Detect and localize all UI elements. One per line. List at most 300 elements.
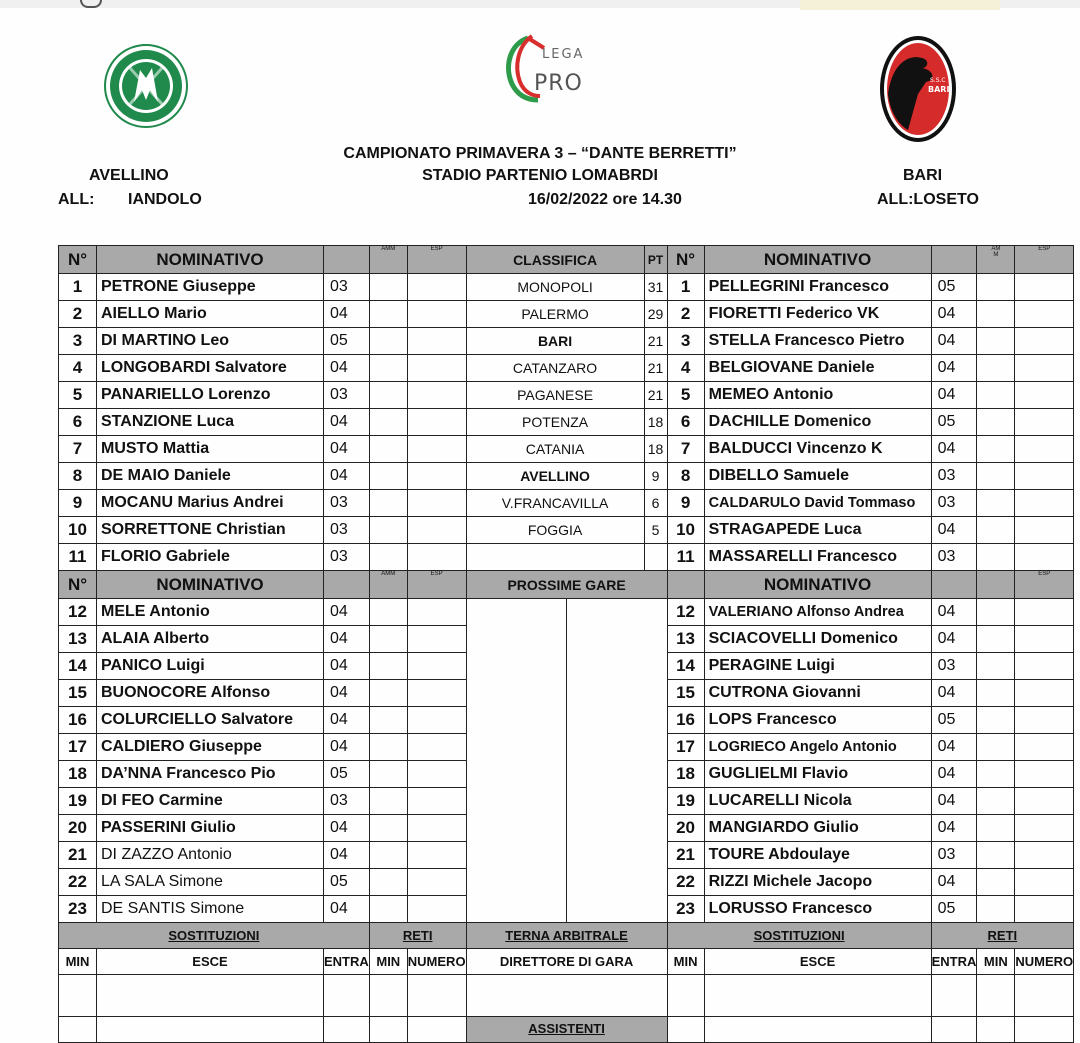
- away-player-number: 8: [667, 463, 704, 490]
- away-player-code: 04: [931, 788, 977, 815]
- home-player-code: 04: [324, 463, 370, 490]
- away-amm-cell: [977, 788, 1015, 815]
- home-esp-cell: [407, 355, 466, 382]
- away-player-name: BELGIOVANE Daniele: [704, 355, 931, 382]
- home-player-name: PANARIELLO Lorenzo: [97, 382, 324, 409]
- away-amm-cell: [977, 328, 1015, 355]
- standings-team: BARI: [466, 328, 644, 355]
- home-amm-cell: [369, 409, 407, 436]
- home-esp-cell: [407, 896, 466, 923]
- standings-points: 31: [644, 274, 667, 301]
- home-player-number: 9: [59, 490, 97, 517]
- home-amm-cell: [369, 788, 407, 815]
- away-player-code: 04: [931, 869, 977, 896]
- pt-header: PT: [644, 246, 667, 274]
- away-player-number: 21: [667, 842, 704, 869]
- away-player-name: DIBELLO Samuele: [704, 463, 931, 490]
- home-entra-label: ENTRA: [324, 949, 370, 975]
- away-bottom-empty: [977, 1017, 1015, 1043]
- away-esp-cell: [1015, 301, 1074, 328]
- away-player-code: 03: [931, 544, 977, 571]
- away-reserve-nominativo-header: NOMINATIVO: [704, 571, 931, 599]
- home-bottom-empty: [407, 1017, 466, 1043]
- home-esp-cell: [407, 274, 466, 301]
- home-esp-cell: [407, 463, 466, 490]
- away-player-number: 17: [667, 734, 704, 761]
- home-player-number: 2: [59, 301, 97, 328]
- standings-points: 29: [644, 301, 667, 328]
- home-player-number: 17: [59, 734, 97, 761]
- prossime-gare-right: [566, 599, 667, 923]
- home-player-name: FLORIO Gabriele: [97, 544, 324, 571]
- away-amm-cell: [977, 436, 1015, 463]
- home-min-label: MIN: [59, 949, 97, 975]
- away-entra-label: ENTRA: [931, 949, 977, 975]
- away-code-header: [931, 246, 977, 274]
- home-esp-cell: [407, 490, 466, 517]
- home-amm-cell: [369, 517, 407, 544]
- standings-empty: [466, 544, 644, 571]
- home-num-header: N°: [59, 246, 97, 274]
- away-amm-cell: [977, 653, 1015, 680]
- home-player-number: 18: [59, 761, 97, 788]
- standings-team: POTENZA: [466, 409, 644, 436]
- competition-title: CAMPIONATO PRIMAVERA 3 – “DANTE BERRETTI”: [343, 145, 737, 162]
- table-row: [59, 274, 1074, 301]
- away-amm-cell: [977, 274, 1015, 301]
- away-amm-cell: [977, 301, 1015, 328]
- away-reti-numero-label: NUMERO: [1015, 949, 1074, 975]
- home-player-number: 16: [59, 707, 97, 734]
- away-player-number: 6: [667, 409, 704, 436]
- away-player-code: 04: [931, 328, 977, 355]
- home-player-code: 04: [324, 815, 370, 842]
- home-esp-cell: [407, 544, 466, 571]
- home-player-name: SORRETTONE Christian: [97, 517, 324, 544]
- home-player-name: DI ZAZZO Antonio: [97, 842, 324, 869]
- away-player-number: 9: [667, 490, 704, 517]
- home-amm-cell: [369, 328, 407, 355]
- home-amm-cell: [369, 355, 407, 382]
- direttore-label: DIRETTORE DI GARA: [466, 949, 667, 975]
- away-reserve-esp-header: ESP: [1015, 571, 1074, 599]
- standings-team: CATANIA: [466, 436, 644, 463]
- table-row: [59, 246, 1074, 274]
- standings-points: 9: [644, 463, 667, 490]
- away-player-number: 22: [667, 869, 704, 896]
- away-team-name: BARI: [903, 167, 943, 184]
- standings-team: PAGANESE: [466, 382, 644, 409]
- home-player-name: DI MARTINO Leo: [97, 328, 324, 355]
- pro-logo-word: PRO: [534, 71, 583, 96]
- away-player-number: 20: [667, 815, 704, 842]
- home-player-number: 3: [59, 328, 97, 355]
- away-esp-cell: [1015, 517, 1074, 544]
- home-player-code: 04: [324, 301, 370, 328]
- home-esp-cell: [407, 301, 466, 328]
- away-esp-cell: [1015, 761, 1074, 788]
- table-row: [59, 490, 1074, 517]
- away-bottom-empty: [931, 975, 977, 1017]
- home-amm-cell: [369, 842, 407, 869]
- away-player-name: GUGLIELMI Flavio: [704, 761, 931, 788]
- away-amm-cell: [977, 761, 1015, 788]
- top-bar: [800, 0, 1000, 10]
- home-amm-cell: [369, 761, 407, 788]
- away-esp-cell: [1015, 734, 1074, 761]
- away-player-code: 04: [931, 382, 977, 409]
- standings-points: 21: [644, 328, 667, 355]
- home-player-number: 8: [59, 463, 97, 490]
- away-player-name: MASSARELLI Francesco: [704, 544, 931, 571]
- standings-points: 6: [644, 490, 667, 517]
- home-player-code: 03: [324, 544, 370, 571]
- away-player-name: CUTRONA Giovanni: [704, 680, 931, 707]
- away-player-number: 3: [667, 328, 704, 355]
- home-amm-cell: [369, 626, 407, 653]
- home-team-name: AVELLINO: [89, 167, 169, 184]
- away-player-code: 04: [931, 815, 977, 842]
- home-esp-cell: [407, 869, 466, 896]
- home-player-number: 14: [59, 653, 97, 680]
- home-player-name: MELE Antonio: [97, 599, 324, 626]
- table-row: [59, 517, 1074, 544]
- away-player-name: RIZZI Michele Jacopo: [704, 869, 931, 896]
- home-esp-cell: [407, 626, 466, 653]
- away-player-number: 12: [667, 599, 704, 626]
- standings-team: V.FRANCAVILLA: [466, 490, 644, 517]
- away-player-name: STELLA Francesco Pietro: [704, 328, 931, 355]
- standings-team: MONOPOLI: [466, 274, 644, 301]
- lega-logo-word: LEGA: [542, 47, 585, 62]
- away-player-code: 04: [931, 599, 977, 626]
- home-player-code: 04: [324, 599, 370, 626]
- home-amm-cell: [369, 599, 407, 626]
- table-row: [59, 301, 1074, 328]
- away-bottom-empty: [667, 1017, 704, 1043]
- prossime-gare-left: [466, 599, 566, 923]
- home-player-code: 04: [324, 409, 370, 436]
- home-player-name: COLURCIELLO Salvatore: [97, 707, 324, 734]
- home-amm-cell: [369, 382, 407, 409]
- away-esp-cell: [1015, 436, 1074, 463]
- away-amm-cell: [977, 544, 1015, 571]
- standings-points: 18: [644, 436, 667, 463]
- standings-team: CATANZARO: [466, 355, 644, 382]
- away-player-number: 13: [667, 626, 704, 653]
- assistenti-header: ASSISTENTI: [466, 1017, 667, 1043]
- away-esp-cell: [1015, 274, 1074, 301]
- standings-team: PALERMO: [466, 301, 644, 328]
- home-esp-cell: [407, 517, 466, 544]
- home-sostituzioni-header: SOSTITUZIONI: [59, 923, 370, 949]
- away-player-name: BALDUCCI Vincenzo K: [704, 436, 931, 463]
- home-reserve-num-header: N°: [59, 571, 97, 599]
- home-player-code: 05: [324, 328, 370, 355]
- home-player-name: DA’NNA Francesco Pio: [97, 761, 324, 788]
- home-player-code: 04: [324, 436, 370, 463]
- home-bottom-empty: [407, 975, 466, 1017]
- standings-points: 21: [644, 355, 667, 382]
- home-amm-cell: [369, 896, 407, 923]
- table-row: [59, 355, 1074, 382]
- away-player-number: 7: [667, 436, 704, 463]
- away-amm-cell: [977, 707, 1015, 734]
- away-player-name: CALDARULO David Tommaso: [704, 490, 931, 517]
- bari-logo-icon: [878, 34, 958, 144]
- home-player-name: CALDIERO Giuseppe: [97, 734, 324, 761]
- home-player-code: 05: [324, 761, 370, 788]
- home-amm-cell: [369, 869, 407, 896]
- home-amm-cell: [369, 490, 407, 517]
- home-bottom-empty: [59, 1017, 97, 1043]
- home-player-number: 13: [59, 626, 97, 653]
- away-esp-cell: [1015, 382, 1074, 409]
- home-player-name: LONGOBARDI Salvatore: [97, 355, 324, 382]
- home-amm-cell: [369, 544, 407, 571]
- away-esp-cell: [1015, 409, 1074, 436]
- away-player-code: 04: [931, 301, 977, 328]
- away-reserve-amm-header: [977, 571, 1015, 599]
- table-row: [59, 949, 1074, 975]
- table-row: [59, 544, 1074, 571]
- away-player-code: 03: [931, 653, 977, 680]
- away-num-header: N°: [667, 246, 704, 274]
- home-player-code: 04: [324, 734, 370, 761]
- away-amm-cell: [977, 599, 1015, 626]
- away-amm-cell: [977, 896, 1015, 923]
- table-row: [59, 328, 1074, 355]
- away-player-number: 5: [667, 382, 704, 409]
- table-row: [59, 975, 1074, 1017]
- away-bottom-empty: [667, 975, 704, 1017]
- classifica-header: CLASSIFICA: [466, 246, 644, 274]
- amm-split-top: AM: [991, 246, 1001, 252]
- away-esp-cell: [1015, 653, 1074, 680]
- away-player-code: 04: [931, 355, 977, 382]
- away-player-number: 23: [667, 896, 704, 923]
- home-nominativo-header: NOMINATIVO: [97, 246, 324, 274]
- home-bottom-empty: [369, 1017, 407, 1043]
- home-amm-cell: [369, 707, 407, 734]
- away-player-number: 1: [667, 274, 704, 301]
- away-nominativo-header: NOMINATIVO: [704, 246, 931, 274]
- away-player-name: LOPS Francesco: [704, 707, 931, 734]
- home-esp-cell: [407, 707, 466, 734]
- away-esp-cell: [1015, 896, 1074, 923]
- home-coach-label: ALL:: [58, 191, 95, 208]
- away-player-name: PELLEGRINI Francesco: [704, 274, 931, 301]
- away-amm-header: [977, 246, 1015, 274]
- away-esp-header: ESP: [1015, 246, 1074, 274]
- home-player-code: 03: [324, 788, 370, 815]
- home-reti-header: RETI: [369, 923, 466, 949]
- away-player-number: 14: [667, 653, 704, 680]
- away-player-name: PERAGINE Luigi: [704, 653, 931, 680]
- home-player-name: STANZIONE Luca: [97, 409, 324, 436]
- away-reserve-code-header: [931, 571, 977, 599]
- away-bottom-empty: [1015, 975, 1074, 1017]
- match-datetime: 16/02/2022 ore 14.30: [528, 191, 682, 208]
- home-player-code: 04: [324, 680, 370, 707]
- home-amm-cell: [369, 653, 407, 680]
- away-player-name: SCIACOVELLI Domenico: [704, 626, 931, 653]
- avellino-logo-icon: [104, 44, 188, 128]
- home-player-code: 04: [324, 626, 370, 653]
- table-row: [59, 923, 1074, 949]
- away-amm-cell: [977, 463, 1015, 490]
- table-row: [59, 409, 1074, 436]
- home-player-name: PETRONE Giuseppe: [97, 274, 324, 301]
- home-amm-cell: [369, 680, 407, 707]
- away-esp-cell: [1015, 355, 1074, 382]
- stadium-name: STADIO PARTENIO LOMABRDI: [422, 167, 658, 184]
- home-player-code: 05: [324, 869, 370, 896]
- away-esp-cell: [1015, 707, 1074, 734]
- away-player-code: 03: [931, 490, 977, 517]
- home-player-name: DE SANTIS Simone: [97, 896, 324, 923]
- home-esp-cell: [407, 328, 466, 355]
- home-player-name: DE MAIO Daniele: [97, 463, 324, 490]
- home-player-code: 04: [324, 355, 370, 382]
- away-esp-cell: [1015, 490, 1074, 517]
- home-player-code: 03: [324, 517, 370, 544]
- away-bottom-empty: [704, 1017, 931, 1043]
- home-reti-min-label: MIN: [369, 949, 407, 975]
- standings-points: 21: [644, 382, 667, 409]
- home-player-number: 5: [59, 382, 97, 409]
- home-player-name: PANICO Luigi: [97, 653, 324, 680]
- away-player-code: 05: [931, 274, 977, 301]
- away-amm-cell: [977, 734, 1015, 761]
- table-row: [59, 571, 1074, 599]
- away-esp-cell: [1015, 788, 1074, 815]
- away-player-code: 04: [931, 761, 977, 788]
- home-player-name: AIELLO Mario: [97, 301, 324, 328]
- away-amm-cell: [977, 626, 1015, 653]
- home-player-number: 19: [59, 788, 97, 815]
- away-reserve-num-header: [667, 571, 704, 599]
- home-player-code: 04: [324, 707, 370, 734]
- home-bottom-empty: [324, 975, 370, 1017]
- away-esp-cell: [1015, 842, 1074, 869]
- home-esp-cell: [407, 599, 466, 626]
- home-player-number: 20: [59, 815, 97, 842]
- home-amm-cell: [369, 815, 407, 842]
- bari-logo-ssc: S.S.C: [930, 77, 946, 84]
- home-amm-cell: [369, 301, 407, 328]
- home-esp-cell: [407, 382, 466, 409]
- away-player-number: 11: [667, 544, 704, 571]
- home-coach-name: IANDOLO: [128, 191, 202, 208]
- away-amm-cell: [977, 842, 1015, 869]
- away-esp-cell: [1015, 869, 1074, 896]
- away-esp-cell: [1015, 328, 1074, 355]
- home-player-name: BUONOCORE Alfonso: [97, 680, 324, 707]
- away-player-name: VALERIANO Alfonso Andrea: [704, 599, 931, 626]
- home-bottom-empty: [97, 1017, 324, 1043]
- home-reserve-amm-header: AMM: [369, 571, 407, 599]
- home-reserve-code-header: [324, 571, 370, 599]
- home-reserve-esp-header: ESP: [407, 571, 466, 599]
- home-amm-cell: [369, 463, 407, 490]
- home-player-number: 6: [59, 409, 97, 436]
- lega-pro-logo-icon: [498, 30, 585, 104]
- away-player-code: 04: [931, 734, 977, 761]
- home-amm-cell: [369, 274, 407, 301]
- away-esp-cell: [1015, 626, 1074, 653]
- away-player-number: 4: [667, 355, 704, 382]
- away-player-code: 05: [931, 896, 977, 923]
- table-row: [59, 1017, 1074, 1043]
- away-reti-header: RETI: [931, 923, 1074, 949]
- away-amm-cell: [977, 869, 1015, 896]
- home-player-code: 03: [324, 274, 370, 301]
- away-bottom-empty: [704, 975, 931, 1017]
- home-player-code: 04: [324, 842, 370, 869]
- terna-arbitrale-header: TERNA ARBITRALE: [466, 923, 667, 949]
- home-player-number: 21: [59, 842, 97, 869]
- away-player-code: 03: [931, 842, 977, 869]
- away-bottom-empty: [1015, 1017, 1074, 1043]
- home-reserve-nominativo-header: NOMINATIVO: [97, 571, 324, 599]
- away-amm-cell: [977, 490, 1015, 517]
- away-esp-cell: [1015, 815, 1074, 842]
- home-bottom-empty: [324, 1017, 370, 1043]
- home-amm-cell: [369, 734, 407, 761]
- away-esp-cell: [1015, 463, 1074, 490]
- home-player-code: 04: [324, 653, 370, 680]
- away-player-name: DACHILLE Domenico: [704, 409, 931, 436]
- home-esp-cell: [407, 761, 466, 788]
- away-player-name: FIORETTI Federico VK: [704, 301, 931, 328]
- away-reti-min-label: MIN: [977, 949, 1015, 975]
- away-player-name: LUCARELLI Nicola: [704, 788, 931, 815]
- away-amm-cell: [977, 409, 1015, 436]
- home-player-number: 7: [59, 436, 97, 463]
- home-player-name: ALAIA Alberto: [97, 626, 324, 653]
- away-bottom-empty: [931, 1017, 977, 1043]
- home-esp-cell: [407, 734, 466, 761]
- home-esp-header: ESP: [407, 246, 466, 274]
- away-player-number: 10: [667, 517, 704, 544]
- home-esp-cell: [407, 409, 466, 436]
- home-player-code: 03: [324, 382, 370, 409]
- home-esp-cell: [407, 653, 466, 680]
- home-amm-header: AMM: [369, 246, 407, 274]
- match-sheet-table: [58, 245, 1074, 1043]
- table-row: [59, 599, 1074, 626]
- home-esp-cell: [407, 815, 466, 842]
- home-player-name: DI FEO Carmine: [97, 788, 324, 815]
- home-player-number: 10: [59, 517, 97, 544]
- home-player-name: MOCANU Marius Andrei: [97, 490, 324, 517]
- away-player-code: 03: [931, 463, 977, 490]
- standings-empty-pt: [644, 544, 667, 571]
- away-sostituzioni-header: SOSTITUZIONI: [667, 923, 931, 949]
- away-player-code: 05: [931, 409, 977, 436]
- home-player-name: PASSERINI Giulio: [97, 815, 324, 842]
- home-esp-cell: [407, 436, 466, 463]
- direttore-value: [466, 975, 667, 1017]
- away-amm-cell: [977, 815, 1015, 842]
- away-player-code: 05: [931, 707, 977, 734]
- away-player-number: 2: [667, 301, 704, 328]
- away-amm-cell: [977, 355, 1015, 382]
- away-esp-cell: [1015, 599, 1074, 626]
- away-player-name: TOURE Abdoulaye: [704, 842, 931, 869]
- away-player-name: MEMEO Antonio: [704, 382, 931, 409]
